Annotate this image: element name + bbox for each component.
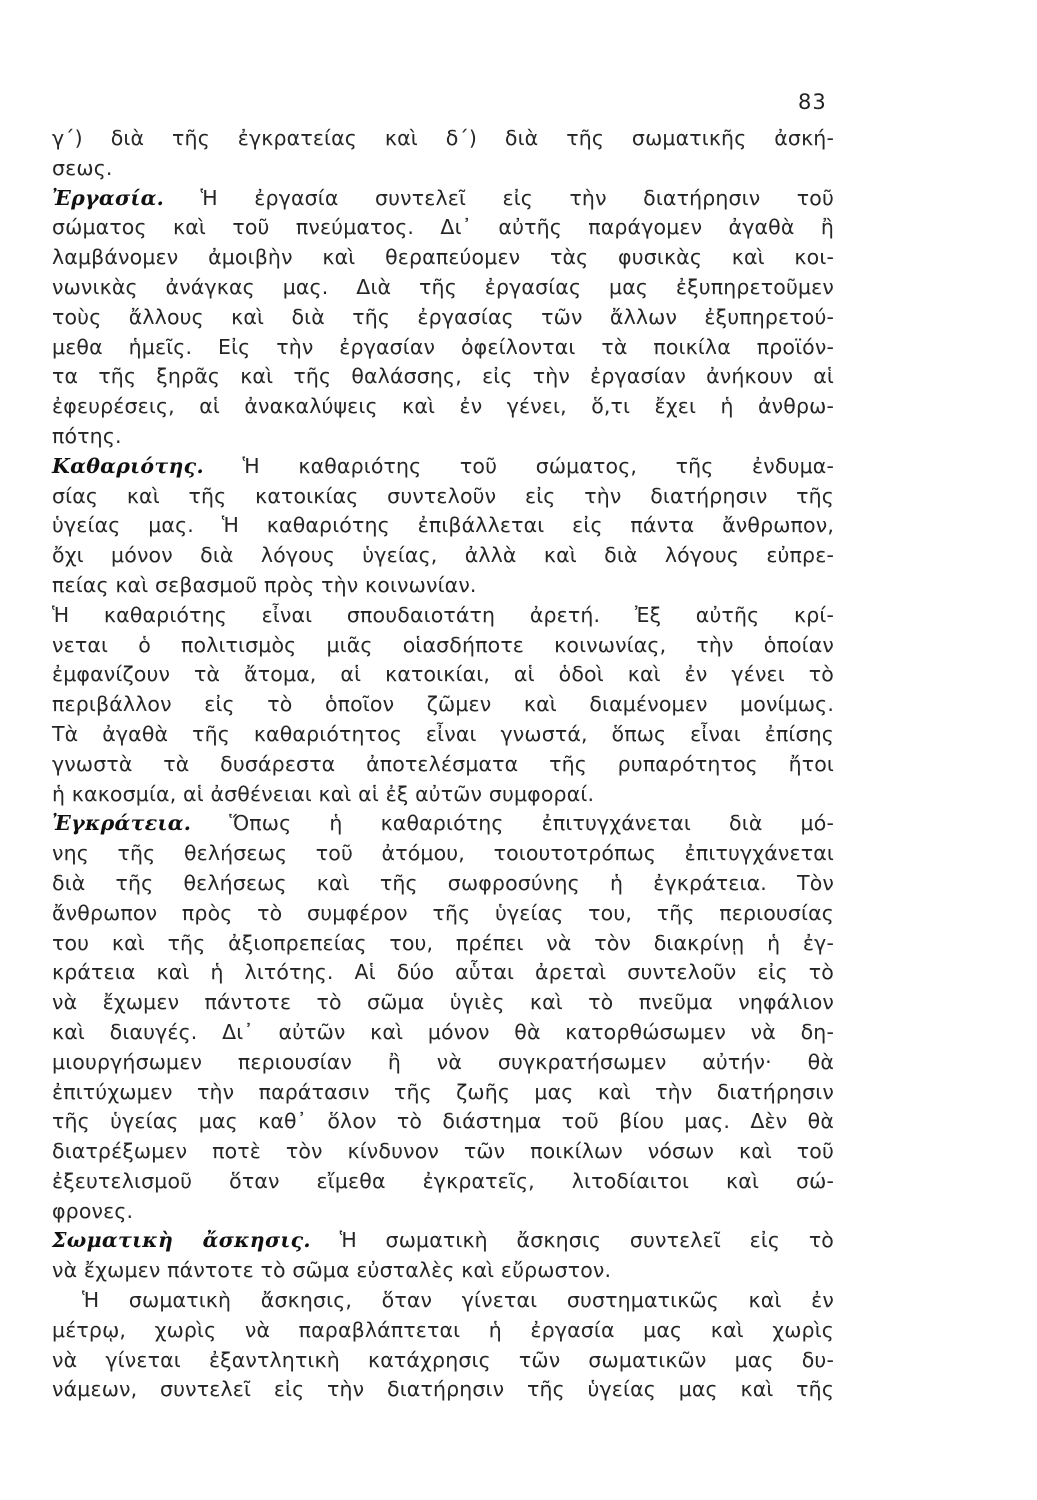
- text-line: [52, 452, 834, 482]
- paragraph: [52, 601, 834, 810]
- line-text: νωνικὰς ἀνάγκας μας. Διὰ τῆς ἐργασίας μας ἐξυπηρετοῦμεν: [52, 274, 834, 299]
- line-text: νὰ ἔχωμεν πάντοτε τὸ σῶμα εὐσταλὲς καὶ εὔρωστον.: [52, 1258, 612, 1283]
- line-text: Ἡ σωματικὴ ἄσκησις, ὅταν γίνεται συστηματικῶς καὶ ἐν: [82, 1288, 834, 1313]
- line-text: σώματος καὶ τοῦ πνεύματος. Δι᾽ αὐτῆς παράγομεν ἀγαθὰ ἢ: [52, 215, 834, 240]
- text-line: [52, 720, 834, 750]
- paragraph: [52, 809, 834, 1226]
- text-line: [52, 809, 834, 839]
- line-text: Ἡ καθαριότης τοῦ σώματος, τῆς ἐνδυμα-: [203, 453, 834, 478]
- text-line: [52, 780, 834, 810]
- line-text: νης τῆς θελήσεως τοῦ ἀτόμου, τοιουτοτρόπως ἐπιτυγχάνεται: [52, 841, 834, 866]
- line-text: μέτρῳ, χωρὶς νὰ παραβλάπτεται ἡ ἐργασία μας καὶ χωρὶς: [52, 1317, 834, 1342]
- line-text: πείας καὶ σεβασμοῦ πρὸς τὴν κοινωνίαν.: [52, 572, 477, 597]
- text-line: [52, 750, 834, 780]
- text-line: [52, 184, 834, 214]
- line-text: τοὺς ἄλλους καὶ διὰ τῆς ἐργασίας τῶν ἄλλων ἐξυπηρετού-: [52, 304, 834, 329]
- line-text: κράτεια καὶ ἡ λιτότης. Αἱ δύο αὗται ἀρεταὶ συντελοῦν εἰς τὸ: [52, 960, 834, 985]
- paragraph: [52, 124, 834, 184]
- line-text: σεως.: [52, 155, 113, 180]
- line-text: τα τῆς ξηρᾶς καὶ τῆς θαλάσσης, εἰς τὴν ἐργασίαν ἀνήκουν αἱ: [52, 364, 834, 389]
- text-line: [52, 899, 834, 929]
- text-line: [52, 362, 834, 392]
- line-text: φρονες.: [52, 1198, 134, 1223]
- line-text: πότης.: [52, 423, 122, 448]
- line-text: διατρέξωμεν ποτὲ τὸν κίνδυνον τῶν ποικίλων νόσων καὶ τοῦ: [52, 1139, 834, 1164]
- line-text: λαμβάνομεν ἀμοιβὴν καὶ θεραπεύομεν τὰς φυσικὰς καὶ κοι-: [52, 245, 834, 270]
- text-line: [52, 243, 834, 273]
- text-line: [52, 213, 834, 243]
- text-line: [52, 422, 834, 452]
- text-line: [52, 1107, 834, 1137]
- line-text: νάμεων, συντελεῖ εἰς τὴν διατήρησιν τῆς ὑγείας μας καὶ τῆς: [52, 1377, 834, 1402]
- line-text: Ἡ καθαριότης εἶναι σπουδαιοτάτη ἀρετή. Ἐξ αὐτῆς κρί-: [52, 602, 834, 627]
- line-text: γνωστὰ τὰ δυσάρεστα ἀποτελέσματα τῆς ρυπαρότητος ἤτοι: [52, 751, 834, 776]
- body-text: [52, 124, 834, 1405]
- line-text: ἄνθρωπον πρὸς τὸ συμφέρον τῆς ὑγείας του, τῆς περιουσίας: [52, 900, 834, 925]
- text-line: [52, 1018, 834, 1048]
- text-line: [52, 1137, 834, 1167]
- paragraph: [52, 452, 834, 601]
- text-line: [52, 1346, 834, 1376]
- section-heading: Ἐγκράτεια.: [52, 811, 192, 836]
- line-text: σίας καὶ τῆς κατοικίας συντελοῦν εἰς τὴν διατήρησιν τῆς: [52, 483, 834, 508]
- line-text: Ὅπως ἡ καθαριότης ἐπιτυγχάνεται διὰ μό-: [191, 811, 834, 836]
- line-text: γ΄) διὰ τῆς ἐγκρατείας καὶ δ΄) διὰ τῆς σωματικῆς ἀσκή-: [52, 126, 834, 150]
- text-line: [52, 839, 834, 869]
- text-line: [52, 1226, 834, 1256]
- line-text: Ἡ ἐργασία συντελεῖ εἰς τὴν διατήρησιν τοῦ: [164, 185, 834, 210]
- line-text: ἐξευτελισμοῦ ὅταν εἴμεθα ἐγκρατεῖς, λιτοδίαιτοι καὶ σώ-: [52, 1168, 834, 1193]
- text-line: [52, 1375, 834, 1405]
- line-text: του καὶ τῆς ἀξιοπρεπείας του, πρέπει νὰ τὸν διακρίνῃ ἡ ἐγ-: [52, 930, 834, 955]
- line-text: ὄχι μόνον διὰ λόγους ὑγείας, ἀλλὰ καὶ διὰ λόγους εὐπρε-: [52, 543, 834, 568]
- line-text: Ἡ σωματικὴ ἄσκησις συντελεῖ εἰς τὸ: [310, 1228, 834, 1253]
- line-text: νὰ ἔχωμεν πάντοτε τὸ σῶμα ὑγιὲς καὶ τὸ πνεῦμα νηφάλιον: [52, 990, 834, 1015]
- line-text: Τὰ ἀγαθὰ τῆς καθαριότητος εἶναι γνωστά, ὅπως εἶναι ἐπίσης: [52, 721, 834, 746]
- text-line: [52, 1078, 834, 1108]
- line-text: ἡ κακοσμία, αἱ ἀσθένειαι καὶ αἱ ἐξ αὐτῶν συμφοραί.: [52, 781, 595, 806]
- text-line: [52, 601, 834, 631]
- line-text: τῆς ὑγείας μας καθ᾽ ὅλον τὸ διάστημα τοῦ βίου μας. Δὲν θὰ: [52, 1109, 834, 1134]
- line-text: μεθα ἡμεῖς. Εἰς τὴν ἐργασίαν ὀφείλονται τὰ ποικίλα προϊόν-: [52, 334, 834, 359]
- text-line: [52, 988, 834, 1018]
- text-line: [52, 333, 834, 363]
- text-line: [52, 482, 834, 512]
- text-line: [52, 929, 834, 959]
- line-text: ἐπιτύχωμεν τὴν παράτασιν τῆς ζωῆς μας καὶ τὴν διατήρησιν: [52, 1079, 834, 1104]
- text-line: [52, 869, 834, 899]
- text-line: [52, 1167, 834, 1197]
- text-line: [52, 660, 834, 690]
- text-line: [52, 1316, 834, 1346]
- text-line: [52, 690, 834, 720]
- paragraph: [52, 184, 834, 452]
- text-line: [52, 1286, 834, 1316]
- line-text: νεται ὁ πολιτισμὸς μιᾶς οἱασδήποτε κοινωνίας, τὴν ὁποίαν: [52, 632, 834, 657]
- text-line: [52, 1256, 834, 1286]
- line-text: διὰ τῆς θελήσεως καὶ τῆς σωφροσύνης ἡ ἐγκράτεια. Τὸν: [52, 870, 834, 895]
- text-line: [52, 571, 834, 601]
- text-line: [52, 1048, 834, 1078]
- text-line: [52, 1197, 834, 1227]
- section-heading: Ἐργασία.: [52, 185, 165, 210]
- text-line: [52, 631, 834, 661]
- line-text: ὑγείας μας. Ἡ καθαριότης ἐπιβάλλεται εἰς πάντα ἄνθρωπον,: [52, 513, 834, 538]
- line-text: περιβάλλον εἰς τὸ ὁποῖον ζῶμεν καὶ διαμένομεν μονίμως.: [52, 692, 834, 717]
- line-text: μιουργήσωμεν περιουσίαν ἢ νὰ συγκρατήσωμεν αὐτήν· θὰ: [52, 1049, 834, 1074]
- section-heading: Καθαριότης.: [52, 453, 204, 478]
- line-text: ἐμφανίζουν τὰ ἄτομα, αἱ κατοικίαι, αἱ ὁδοὶ καὶ ἐν γένει τὸ: [52, 662, 834, 687]
- text-line: [52, 273, 834, 303]
- line-text: ἐφευρέσεις, αἱ ἀνακαλύψεις καὶ ἐν γένει, ὅ,τι ἔχει ἡ ἀνθρω-: [52, 394, 834, 419]
- text-line: [52, 154, 834, 184]
- text-line: [52, 958, 834, 988]
- paragraph: [52, 1286, 834, 1405]
- page-number: 83: [798, 90, 827, 114]
- section-heading: Σωματικὴ ἄσκησις.: [52, 1228, 311, 1253]
- text-line: [52, 392, 834, 422]
- text-line: [52, 303, 834, 333]
- text-line: [52, 541, 834, 571]
- line-text: καὶ διαυγές. Δι᾽ αὐτῶν καὶ μόνον θὰ κατορθώσωμεν νὰ δη-: [52, 1019, 834, 1044]
- text-line: [52, 511, 834, 541]
- paragraph: [52, 1226, 834, 1286]
- text-line: [52, 124, 834, 154]
- line-text: νὰ γίνεται ἐξαντλητικὴ κατάχρησις τῶν σωματικῶν μας δυ-: [52, 1347, 834, 1372]
